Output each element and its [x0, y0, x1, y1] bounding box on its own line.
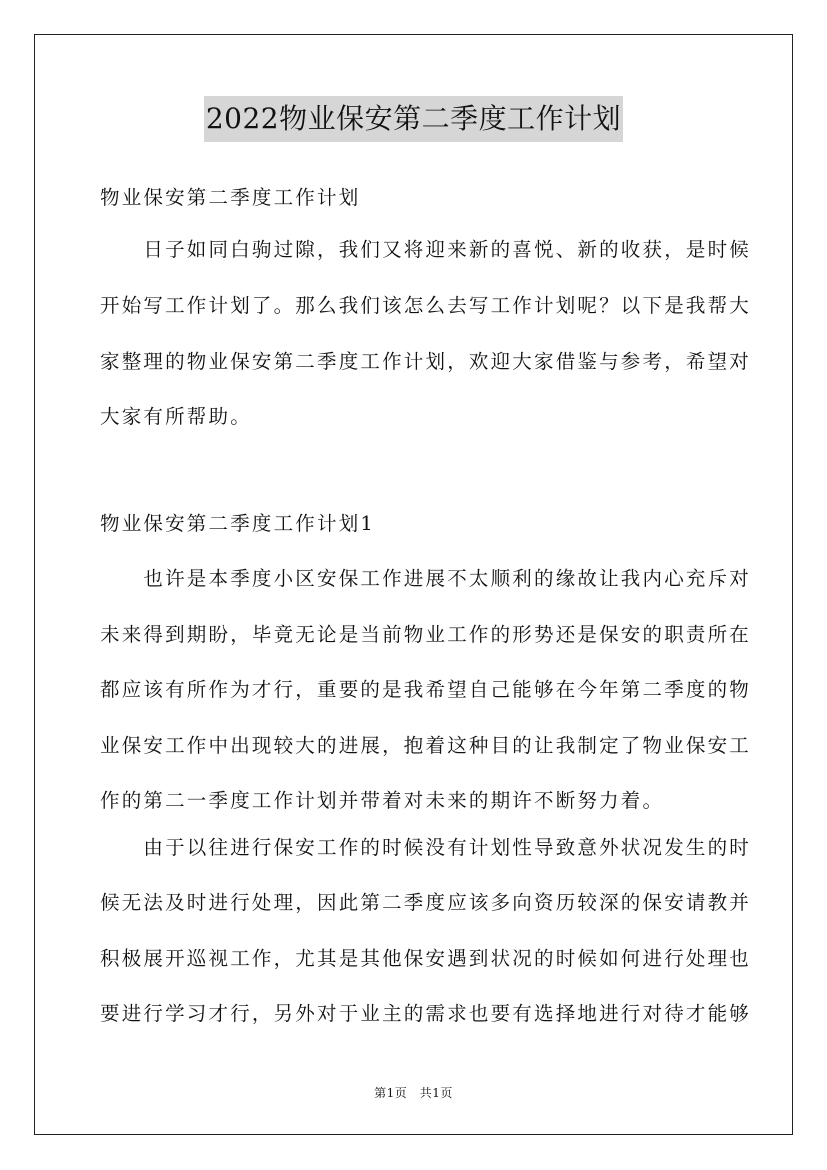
- paragraph1-line-2: 未来得到期盼，毕竟无论是当前物业工作的形势还是保安的职责所在: [100, 623, 752, 646]
- intro-line-2: 开始写工作计划了。那么我们该怎么去写工作计划呢？以下是我帮大: [100, 294, 752, 317]
- paragraph1-line-3: 都应该有所作为才行，重要的是我希望自己能够在今年第二季度的物: [100, 678, 752, 701]
- title-container: [0, 96, 827, 142]
- paragraph2-line-3: 积极展开巡视工作，尤其是其他保安遇到状况的时候如何进行处理也: [100, 947, 752, 970]
- paragraph2-line-1: 由于以往进行保安工作的时候没有计划性导致意外状况发生的时: [100, 836, 752, 859]
- paragraph2-line-4: 要进行学习才行，另外对于业主的需求也要有选择地进行对待才能够: [100, 1002, 752, 1025]
- paragraph1-line-5: 作的第二一季度工作计划并带着对未来的期许不断努力着。: [100, 789, 665, 812]
- document-title: 2022物业保安第二季度工作计划: [204, 96, 623, 142]
- intro-line-3: 家整理的物业保安第二季度工作计划，欢迎大家借鉴与参考，希望对: [100, 350, 752, 373]
- intro-line-4: 大家有所帮助。: [100, 405, 252, 428]
- document-subtitle: 物业保安第二季度工作计划: [100, 186, 361, 209]
- paragraph1-line-4: 业保安工作中出现较大的进展，抱着这种目的让我制定了物业保安工: [100, 734, 752, 757]
- paragraph1-line-1: 也许是本季度小区安保工作进展不太顺利的缘故让我内心充斥对: [100, 567, 752, 590]
- paragraph2-line-2: 候无法及时进行处理，因此第二季度应该多向资历较深的保安请教并: [100, 891, 752, 914]
- section-heading: 物业保安第二季度工作计划1: [100, 512, 376, 535]
- page-footer: 第1页 共1页: [374, 1086, 453, 1100]
- intro-line-1: 日子如同白驹过隙，我们又将迎来新的喜悦、新的收获，是时候: [100, 238, 752, 261]
